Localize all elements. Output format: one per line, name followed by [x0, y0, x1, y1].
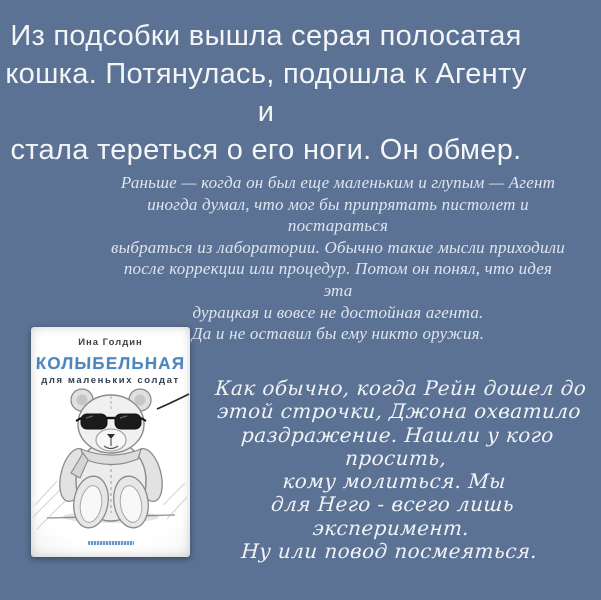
headline-line: стала тереться о его ноги. Он обмер.: [10, 134, 522, 166]
note-line: кому молиться. Мы: [281, 469, 507, 494]
publisher-logo-icon: [88, 541, 134, 545]
headline-line: Из подсобки вышла серая полосатая: [10, 20, 522, 52]
excerpt-line: выбраться из лаборатории. Обычно такие мысли приходили: [111, 237, 565, 257]
book-author: Ина Голдин: [78, 337, 143, 348]
excerpt-line: дурацкая и вовсе не достойная агента.: [192, 302, 484, 322]
excerpt-line: после коррекции или процедур. Потом он понял, что идея эта: [123, 259, 553, 300]
headline: [0, 17, 532, 169]
book-cover: [31, 327, 190, 557]
excerpt-line: Раньше — когда он был еще маленьким и глупым — Агент: [120, 173, 556, 192]
note-line: этой строчки, Джона охватило: [216, 399, 582, 424]
note-line: Как обычно, когда Рейн дошел до: [214, 376, 588, 400]
teddy-bear-with-sunglasses-icon: [31, 385, 190, 537]
book-title: КОЛЫБЕЛЬНАЯ: [35, 354, 186, 373]
note-line: раздражение. Нашли у кого просить,: [240, 422, 555, 470]
note-line: для Него - всего лишь эксперимент.: [270, 492, 515, 540]
excerpt-line: Да и не оставил бы ему никто оружия.: [191, 324, 485, 344]
scratch-mark: [157, 394, 189, 409]
book-subtitle: для маленьких солдат: [41, 375, 180, 386]
note-line: Ну или повод посмеяться.: [240, 539, 539, 564]
handwritten-note: [188, 377, 601, 563]
headline-line: кошка. Потянулась, подошла к Агенту и: [5, 58, 527, 128]
book-excerpt: [110, 172, 566, 345]
excerpt-line: иногда думал, что мог бы припрятать пистолет и постараться: [147, 194, 529, 236]
